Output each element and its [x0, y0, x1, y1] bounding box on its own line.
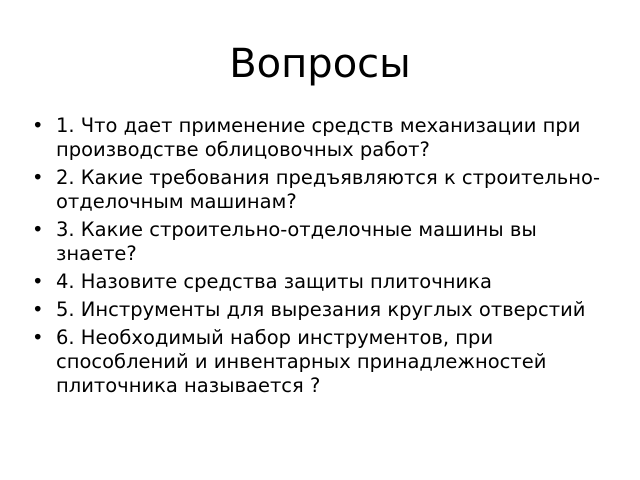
question-item-1 [32, 114, 612, 162]
question-text: 1. Что дает применение средств механизации при производстве облицовочных работ? [56, 114, 581, 161]
bullet-icon: • [32, 270, 44, 293]
question-text: 3. Какие строительно-отделочные машины вы знаете? [56, 218, 537, 265]
question-text: 5. Инструменты для вырезания круглых отверстий [56, 298, 586, 321]
slide-title: Вопросы [229, 41, 411, 87]
question-text: 6. Необходимый набор инструментов, при способлений и инвентарных принадлежностей плиточника называется ? [56, 326, 547, 397]
bullet-icon: • [32, 298, 44, 321]
bullet-icon: • [32, 326, 44, 349]
question-text: 4. Назовите средства защиты плиточника [56, 270, 492, 293]
question-item-4 [32, 270, 612, 294]
question-item-3 [32, 218, 612, 266]
question-item-5 [32, 298, 612, 322]
question-item-6 [32, 326, 612, 398]
question-text: 2. Какие требования предъявляются к строительно-отделочным машинам? [56, 166, 601, 213]
bullet-icon: • [32, 166, 44, 189]
bullet-icon: • [32, 114, 44, 137]
question-item-2 [32, 166, 612, 214]
question-list [32, 114, 612, 402]
bullet-icon: • [32, 218, 44, 241]
